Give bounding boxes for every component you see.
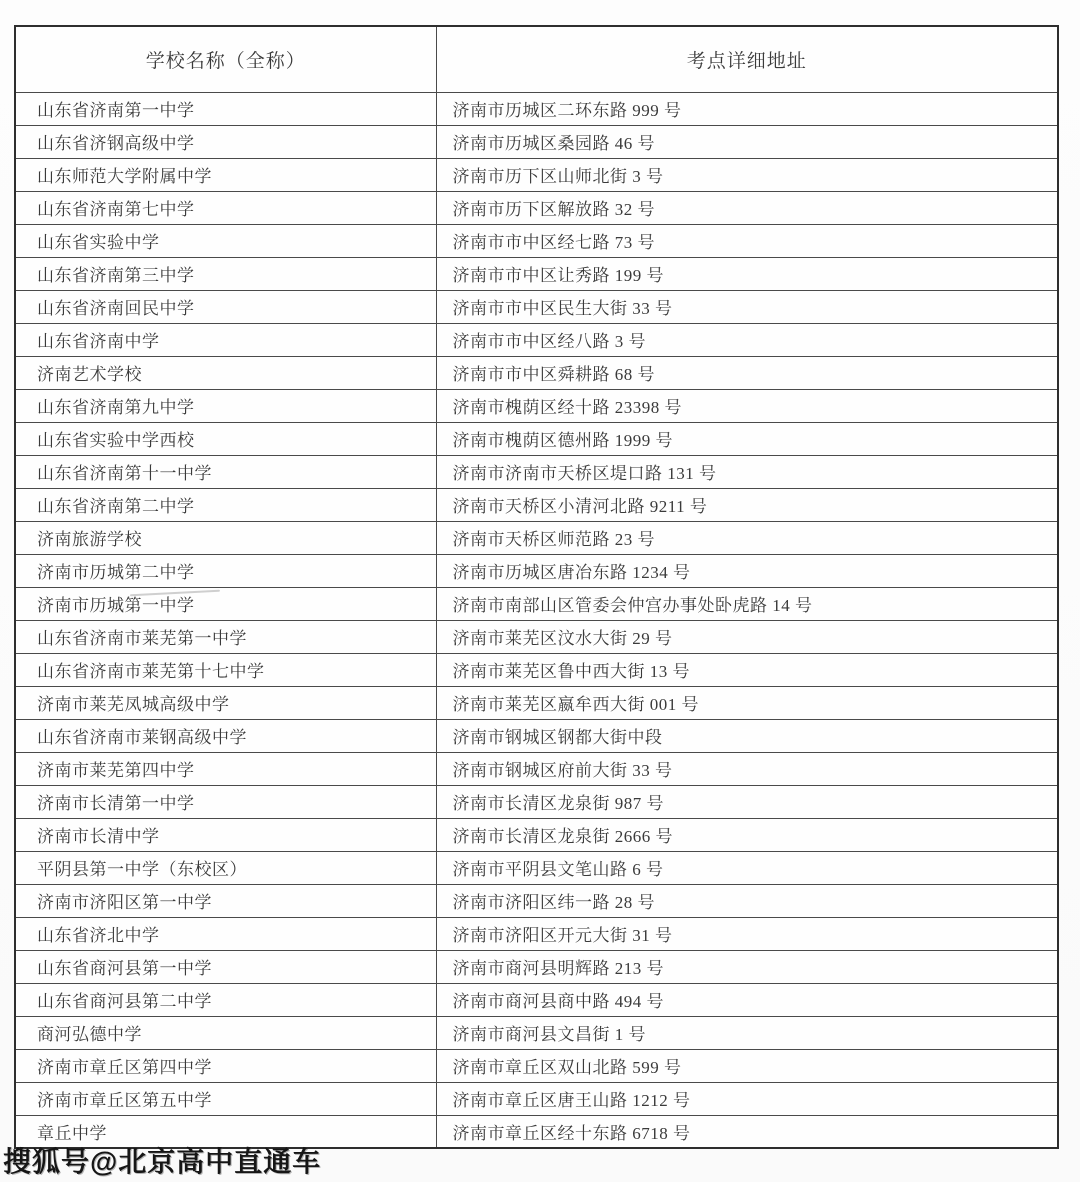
address-cell: 济南市长清区龙泉街 2666 号 [436, 818, 1058, 851]
school-name-cell: 山东省济南市莱钢高级中学 [15, 719, 436, 752]
table-row [15, 290, 1058, 323]
table-row [15, 158, 1058, 191]
school-name-cell: 山东省实验中学西校 [15, 422, 436, 455]
address-cell: 济南市济阳区纬一路 28 号 [436, 884, 1058, 917]
school-name-cell: 济南市历城第二中学 [15, 554, 436, 587]
address-cell: 济南市济阳区开元大街 31 号 [436, 917, 1058, 950]
table-row [15, 224, 1058, 257]
table-row [15, 92, 1058, 125]
address-cell: 济南市历下区解放路 32 号 [436, 191, 1058, 224]
column-header-address: 考点详细地址 [436, 26, 1058, 92]
address-cell: 济南市历城区唐冶东路 1234 号 [436, 554, 1058, 587]
address-cell: 济南市莱芜区汶水大街 29 号 [436, 620, 1058, 653]
school-name-cell: 山东省济南第一中学 [15, 92, 436, 125]
address-cell: 济南市商河县商中路 494 号 [436, 983, 1058, 1016]
address-cell: 济南市市中区舜耕路 68 号 [436, 356, 1058, 389]
school-name-cell: 山东省济南第九中学 [15, 389, 436, 422]
table-row [15, 686, 1058, 719]
address-cell: 济南市章丘区双山北路 599 号 [436, 1049, 1058, 1082]
school-name-cell: 济南市章丘区第四中学 [15, 1049, 436, 1082]
address-cell: 济南市天桥区小清河北路 9211 号 [436, 488, 1058, 521]
address-cell: 济南市天桥区师范路 23 号 [436, 521, 1058, 554]
table-row [15, 1016, 1058, 1049]
exam-sites-table [14, 25, 1059, 1149]
school-name-cell: 济南市济阳区第一中学 [15, 884, 436, 917]
school-name-cell: 济南市莱芜第四中学 [15, 752, 436, 785]
table-row [15, 422, 1058, 455]
school-name-cell: 济南市历城第一中学 [15, 587, 436, 620]
school-name-cell: 济南市莱芜凤城高级中学 [15, 686, 436, 719]
school-name-cell: 济南艺术学校 [15, 356, 436, 389]
school-name-cell: 山东省济南市莱芜第十七中学 [15, 653, 436, 686]
school-name-cell: 济南旅游学校 [15, 521, 436, 554]
address-cell: 济南市市中区经八路 3 号 [436, 323, 1058, 356]
column-header-school-name: 学校名称（全称） [15, 26, 436, 92]
address-cell: 济南市历城区桑园路 46 号 [436, 125, 1058, 158]
address-cell: 济南市商河县明辉路 213 号 [436, 950, 1058, 983]
address-cell: 济南市槐荫区德州路 1999 号 [436, 422, 1058, 455]
address-cell: 济南市莱芜区鲁中西大街 13 号 [436, 653, 1058, 686]
address-cell: 济南市商河县文昌街 1 号 [436, 1016, 1058, 1049]
school-name-cell: 山东省济钢高级中学 [15, 125, 436, 158]
school-name-cell: 山东省济南第十一中学 [15, 455, 436, 488]
address-cell: 济南市长清区龙泉街 987 号 [436, 785, 1058, 818]
address-cell: 济南市钢城区府前大街 33 号 [436, 752, 1058, 785]
table-row [15, 719, 1058, 752]
address-cell: 济南市历下区山师北街 3 号 [436, 158, 1058, 191]
address-cell: 济南市南部山区管委会仲宫办事处卧虎路 14 号 [436, 587, 1058, 620]
school-name-cell: 山东省商河县第二中学 [15, 983, 436, 1016]
table-row [15, 653, 1058, 686]
table-row [15, 356, 1058, 389]
address-cell: 济南市槐荫区经十路 23398 号 [436, 389, 1058, 422]
table-row [15, 983, 1058, 1016]
school-name-cell: 山东省济南第七中学 [15, 191, 436, 224]
school-name-cell: 山东省济南市莱芜第一中学 [15, 620, 436, 653]
table-row [15, 257, 1058, 290]
address-cell: 济南市章丘区经十东路 6718 号 [436, 1115, 1058, 1148]
school-name-cell: 平阴县第一中学（东校区） [15, 851, 436, 884]
table-row [15, 884, 1058, 917]
school-name-cell: 章丘中学 [15, 1115, 436, 1148]
table-body [15, 92, 1058, 1148]
school-name-cell: 山东省济南中学 [15, 323, 436, 356]
table-row [15, 818, 1058, 851]
school-name-cell: 山东省济南第三中学 [15, 257, 436, 290]
table-row [15, 125, 1058, 158]
table-row [15, 620, 1058, 653]
table-row [15, 785, 1058, 818]
table-row [15, 455, 1058, 488]
school-name-cell: 山东省商河县第一中学 [15, 950, 436, 983]
table-row [15, 752, 1058, 785]
table-row [15, 950, 1058, 983]
table-row [15, 1049, 1058, 1082]
table-row [15, 587, 1058, 620]
table-row [15, 323, 1058, 356]
school-name-cell: 商河弘德中学 [15, 1016, 436, 1049]
school-name-cell: 山东省济北中学 [15, 917, 436, 950]
table-row [15, 554, 1058, 587]
address-cell: 济南市莱芜区嬴牟西大街 001 号 [436, 686, 1058, 719]
address-cell: 济南市市中区经七路 73 号 [436, 224, 1058, 257]
table-row [15, 488, 1058, 521]
address-cell: 济南市钢城区钢都大街中段 [436, 719, 1058, 752]
address-cell: 济南市市中区民生大街 33 号 [436, 290, 1058, 323]
school-name-cell: 山东省济南第二中学 [15, 488, 436, 521]
table-row [15, 917, 1058, 950]
address-cell: 济南市历城区二环东路 999 号 [436, 92, 1058, 125]
watermark: 搜狐号@北京高中直通车 [3, 1146, 322, 1177]
address-cell: 济南市平阴县文笔山路 6 号 [436, 851, 1058, 884]
school-name-cell: 济南市长清第一中学 [15, 785, 436, 818]
address-cell: 济南市章丘区唐王山路 1212 号 [436, 1082, 1058, 1115]
table-row [15, 521, 1058, 554]
table-row [15, 1082, 1058, 1115]
school-name-cell: 济南市长清中学 [15, 818, 436, 851]
school-name-cell: 济南市章丘区第五中学 [15, 1082, 436, 1115]
address-cell: 济南市济南市天桥区堤口路 131 号 [436, 455, 1058, 488]
address-cell: 济南市市中区让秀路 199 号 [436, 257, 1058, 290]
table-header-row [15, 26, 1058, 92]
school-name-cell: 山东师范大学附属中学 [15, 158, 436, 191]
school-name-cell: 山东省实验中学 [15, 224, 436, 257]
school-name-cell: 山东省济南回民中学 [15, 290, 436, 323]
table-row [15, 191, 1058, 224]
table-row [15, 389, 1058, 422]
table-row [15, 851, 1058, 884]
